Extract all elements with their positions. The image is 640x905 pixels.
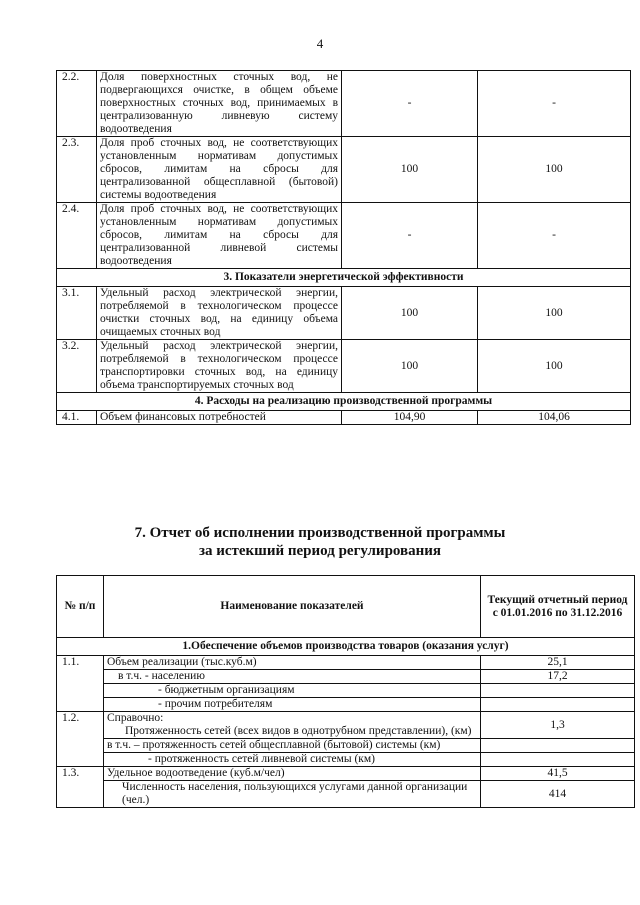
table-row — [57, 287, 631, 340]
row-value-2: 100 — [478, 287, 631, 340]
table-row — [57, 203, 631, 269]
row-number: 1.2. — [57, 712, 104, 767]
row-value-1: 104,90 — [342, 411, 478, 425]
row-value-1: - — [342, 71, 478, 137]
row-value-empty — [481, 753, 635, 767]
page-number: 4 — [316, 36, 324, 51]
row-value-1: 100 — [342, 137, 478, 203]
row-number: 2.3. — [57, 137, 97, 203]
row-value: 414 — [481, 781, 635, 808]
section-row — [57, 393, 631, 411]
row-value-empty — [481, 739, 635, 753]
header-row — [57, 576, 635, 638]
row-name-line: Протяженность сетей (всех видов в однотрубном представлении), (км) — [125, 725, 472, 737]
table-row — [57, 684, 635, 698]
row-value-2: 100 — [478, 137, 631, 203]
table-row — [57, 656, 635, 670]
row-value: 41,5 — [481, 767, 635, 781]
row-value-2: - — [478, 203, 631, 269]
table-row — [57, 71, 631, 137]
row-number: 3.2. — [57, 340, 97, 393]
row-number: 2.2. — [57, 71, 97, 137]
row-value-1: 100 — [342, 340, 478, 393]
indicators-table — [56, 70, 631, 425]
section-title: 3. Показатели энергетической эффективности — [57, 269, 631, 287]
row-name: Доля проб сточных вод, не соответствующих установленным нормативам допустимых сбросов, лимитам на сбросы для централизованной ливневой системы водоотведения — [97, 203, 342, 269]
table-row — [57, 340, 631, 393]
row-value-empty — [481, 698, 635, 712]
row-name: в т.ч. - населению — [104, 670, 481, 684]
row-value-2: - — [478, 71, 631, 137]
section-title-line-1: 7. Отчет об исполнении производственной программы — [134, 525, 506, 541]
row-name: Объем реализации (тыс.куб.м) — [104, 656, 481, 670]
row-number: 1.3. — [57, 767, 104, 808]
row-number: 2.4. — [57, 203, 97, 269]
header-number: № п/п — [57, 576, 104, 638]
row-name — [104, 712, 481, 739]
row-value: 1,3 — [481, 712, 635, 739]
row-value-1: 100 — [342, 287, 478, 340]
row-value: 17,2 — [481, 670, 635, 684]
row-name: - бюджетным организациям — [104, 684, 481, 698]
row-value-empty — [481, 684, 635, 698]
row-number: 3.1. — [57, 287, 97, 340]
row-name: Объем финансовых потребностей — [97, 411, 342, 425]
row-value: 25,1 — [481, 656, 635, 670]
row-name: Удельное водоотведение (куб.м/чел) — [104, 767, 481, 781]
header-period: Текущий отчетный период с 01.01.2016 по 31.12.2016 — [481, 576, 635, 638]
table-row — [57, 781, 635, 808]
row-name: Численность населения, пользующихся услугами данной организации (чел.) — [104, 781, 481, 808]
row-value-2: 104,06 — [478, 411, 631, 425]
row-name: - протяженность сетей ливневой системы (км) — [104, 753, 481, 767]
row-value-1: - — [342, 203, 478, 269]
table-row — [57, 753, 635, 767]
row-name-line: Справочно: — [107, 712, 164, 724]
row-name: Удельный расход электрической энергии, потребляемой в технологическом процессе очистки сточных вод, на единицу объема очищаемых сточных вод — [97, 287, 342, 340]
row-name: Доля поверхностных сточных вод, не подвергающихся очистке, в общем объеме поверхностных сточных вод, принимаемых в централизованную ливневую систему водоотведения — [97, 71, 342, 137]
table-row — [57, 712, 635, 739]
header-name: Наименование показателей — [104, 576, 481, 638]
table-row — [57, 767, 635, 781]
row-number: 4.1. — [57, 411, 97, 425]
section-row — [57, 638, 635, 656]
table-row — [57, 739, 635, 753]
row-name: Доля проб сточных вод, не соответствующих установленным нормативам допустимых сбросов, лимитам на сбросы для централизованной общесплавной (бытовой) системы водоотведения — [97, 137, 342, 203]
section-title: 1.Обеспечение объемов производства товаров (оказания услуг) — [57, 638, 635, 656]
row-name: в т.ч. – протяженность сетей общесплавной (бытовой) системы (км) — [104, 739, 481, 753]
table-row — [57, 698, 635, 712]
row-value-2: 100 — [478, 340, 631, 393]
table-row — [57, 137, 631, 203]
section-row — [57, 269, 631, 287]
table-row — [57, 411, 631, 425]
section-title: 4. Расходы на реализацию производственной программы — [57, 393, 631, 411]
table-row — [57, 670, 635, 684]
report-table — [56, 575, 635, 808]
section-title-line-2: за истекший период регулирования — [198, 543, 442, 559]
row-name: Удельный расход электрической энергии, потребляемой в технологическом процессе транспортировки сточных вод, на единицу объема транспортируемых сточных вод — [97, 340, 342, 393]
row-number: 1.1. — [57, 656, 104, 712]
row-name: - прочим потребителям — [104, 698, 481, 712]
